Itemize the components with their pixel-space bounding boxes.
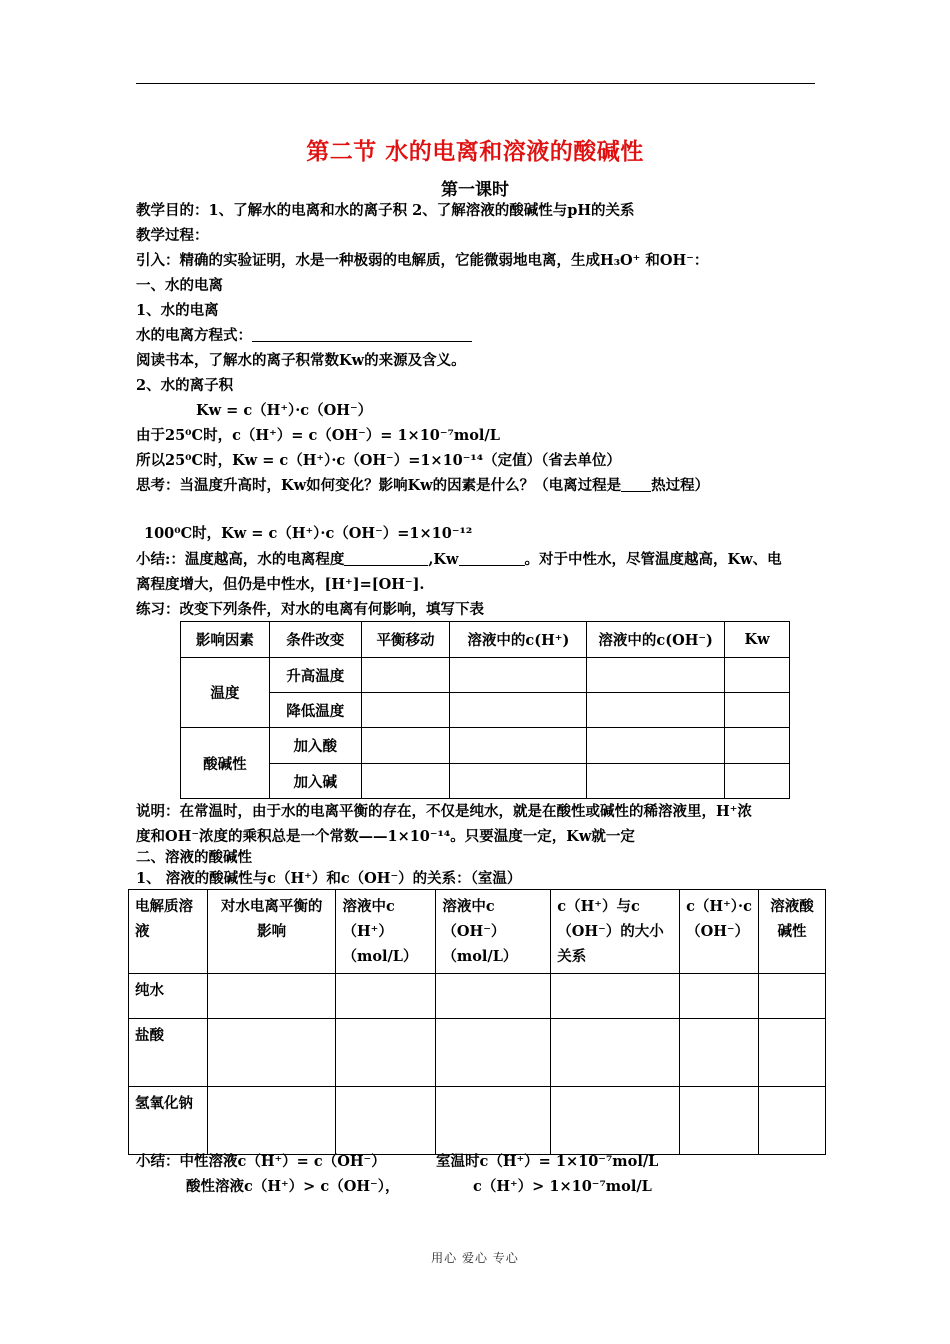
answer-cell[interactable] (551, 1087, 680, 1155)
table-header-cell: 影响因素 (181, 622, 270, 658)
kw-100c-value: 100⁰C时，Kw = c（H⁺）·c（OH⁻）=1×10⁻¹² (144, 525, 473, 542)
ionization-equation-prompt (136, 326, 472, 346)
ionization-equation-label: 水的电离方程式： (136, 327, 252, 344)
answer-cell[interactable] (207, 1087, 336, 1155)
answer-cell[interactable] (336, 974, 436, 1019)
kw-25c-value: 所以25⁰C时，Kw = c（H⁺）·c（OH⁻）=1×10⁻¹⁴（定值）（省去单位） (136, 452, 621, 469)
table-header-cell: Kw (725, 622, 790, 658)
table-header-cell: 条件改变 (269, 622, 361, 658)
explanation-line-2: 度和OH⁻浓度的乘积总是一个常数——1×10⁻¹⁴。只要温度一定，Kw就一定 (136, 828, 635, 845)
answer-cell[interactable] (450, 693, 587, 728)
answer-cell[interactable] (725, 658, 790, 693)
reading-instruction: 阅读书本，了解水的离子积常数Kw的来源及含义。 (136, 352, 466, 369)
condition-cell: 加入碱 (269, 764, 361, 799)
table-header-cell: 电解质溶液 (129, 890, 208, 974)
summary-neutral-room-temp: 室温时c（H⁺）= 1×10⁻⁷mol/L (436, 1153, 659, 1170)
answer-cell[interactable] (207, 974, 336, 1019)
explanation-line-1: 说明：在常温时，由于水的电离平衡的存在，不仅是纯水，就是在酸性或碱性的稀溶液里，H⁺浓 (136, 803, 752, 820)
exercise-instruction: 练习：改变下列条件，对水的电离有何影响，填写下表 (136, 601, 484, 618)
summary-text-c: 。对于中性水，尽管温度越高，Kw、电 (524, 551, 782, 568)
row-label-pure-water: 纯水 (129, 974, 208, 1019)
answer-cell[interactable] (436, 974, 551, 1019)
answer-cell[interactable] (436, 1087, 551, 1155)
fill-blank[interactable] (344, 551, 428, 566)
answer-cell[interactable] (551, 974, 680, 1019)
answer-cell[interactable] (759, 1087, 826, 1155)
row-label-hydrochloric-acid: 盐酸 (129, 1019, 208, 1087)
answer-cell[interactable] (551, 1019, 680, 1087)
section-title: 第二节 水的电离和溶液的酸碱性 (306, 138, 644, 165)
summary-acidic: 酸性溶液c（H⁺）> c（OH⁻）， (186, 1178, 400, 1195)
subheading-water-ionization: 1、水的电离 (136, 302, 219, 319)
answer-cell[interactable] (587, 764, 725, 799)
teaching-goals: 教学目的：1、了解水的电离和水的离子积 2、了解溶液的酸碱性与pH的关系 (136, 202, 635, 219)
answer-cell[interactable] (725, 728, 790, 764)
lesson-subtitle: 第一课时 (441, 180, 509, 200)
group-cell-temperature: 温度 (181, 658, 270, 728)
answer-cell[interactable] (336, 1019, 436, 1087)
table-header-cell: c（H⁺）与c（OH⁻）的大小关系 (551, 890, 680, 974)
summary-text-a: 小结:：温度越高，水的电离程度 (136, 551, 345, 568)
condition-cell: 降低温度 (269, 693, 361, 728)
answer-cell[interactable] (725, 764, 790, 799)
summary-line-2: 离程度增大，但仍是中性水，[H⁺]=[OH⁻]. (136, 576, 425, 593)
summary-acidic-room-temp: c（H⁺）> 1×10⁻⁷mol/L (473, 1178, 652, 1195)
answer-cell[interactable] (450, 658, 587, 693)
subheading-ion-product: 2、水的离子积 (136, 377, 234, 394)
answer-cell[interactable] (336, 1087, 436, 1155)
page-footer: 用心 爱心 专心 (431, 1251, 519, 1265)
answer-cell[interactable] (587, 728, 725, 764)
group-cell-acidity: 酸碱性 (181, 728, 270, 799)
answer-cell[interactable] (759, 974, 826, 1019)
heading-water-ionization: 一、水的电离 (136, 277, 223, 294)
answer-cell[interactable] (207, 1019, 336, 1087)
summary-neutral (136, 1152, 386, 1172)
introduction: 引入：精确的实验证明，水是一种极弱的电解质，它能微弱地电离，生成H₃O⁺ 和OH⁻： (136, 252, 709, 269)
answer-cell[interactable] (361, 658, 450, 693)
kw-formula: Kw = c（H⁺）·c（OH⁻） (196, 402, 373, 419)
summary-neutral-text: 小结：中性溶液c（H⁺）= c（OH⁻） (136, 1153, 386, 1170)
answer-cell[interactable] (587, 693, 725, 728)
condition-cell: 加入酸 (269, 728, 361, 764)
acidity-table (128, 889, 826, 1155)
answer-cell[interactable] (450, 764, 587, 799)
fill-blank[interactable] (621, 477, 651, 492)
answer-cell[interactable] (759, 1019, 826, 1087)
summary-text-b: ,Kw (428, 551, 459, 568)
table-header-cell: 溶液中的c(H⁺) (450, 622, 587, 658)
think-question-tail: 热过程） (651, 477, 710, 494)
fill-blank[interactable] (252, 327, 472, 342)
table-header-cell: c（H⁺）·c（OH⁻） (680, 890, 759, 974)
think-question (136, 476, 709, 496)
answer-cell[interactable] (361, 764, 450, 799)
row-label-sodium-hydroxide: 氢氧化钠 (129, 1087, 208, 1155)
subheading-relationship: 1、 溶液的酸碱性与c（H⁺）和c（OH⁻）的关系：（室温） (136, 870, 522, 887)
answer-cell[interactable] (361, 728, 450, 764)
answer-cell[interactable] (361, 693, 450, 728)
answer-cell[interactable] (725, 693, 790, 728)
answer-cell[interactable] (436, 1019, 551, 1087)
table-header-cell: 溶液中c（H⁺）（mol/L） (336, 890, 436, 974)
table-header-cell: 溶液中c（OH⁻）（mol/L） (436, 890, 551, 974)
answer-cell[interactable] (450, 728, 587, 764)
answer-cell[interactable] (587, 658, 725, 693)
header-rule (136, 83, 815, 84)
table-header-cell: 溶液中的c(OH⁻) (587, 622, 725, 658)
think-question-text: 思考：当温度升高时，Kw如何变化？影响Kw的因素是什么？（电离过程是 (136, 477, 622, 494)
fill-blank[interactable] (459, 551, 525, 566)
answer-cell[interactable] (680, 1019, 759, 1087)
table-header-cell: 平衡移动 (361, 622, 450, 658)
answer-cell[interactable] (680, 974, 759, 1019)
kw-25c-concentration: 由于25⁰C时，c（H⁺）= c（OH⁻）= 1×10⁻⁷mol/L (136, 427, 500, 444)
summary-line-1 (136, 550, 782, 570)
table-header-cell: 对水电离平衡的影响 (207, 890, 336, 974)
heading-solution-acidity: 二、溶液的酸碱性 (136, 849, 252, 866)
exercise-table (180, 621, 790, 799)
table-header-cell: 溶液酸碱性 (759, 890, 826, 974)
teaching-process: 教学过程： (136, 227, 209, 244)
condition-cell: 升高温度 (269, 658, 361, 693)
answer-cell[interactable] (680, 1087, 759, 1155)
